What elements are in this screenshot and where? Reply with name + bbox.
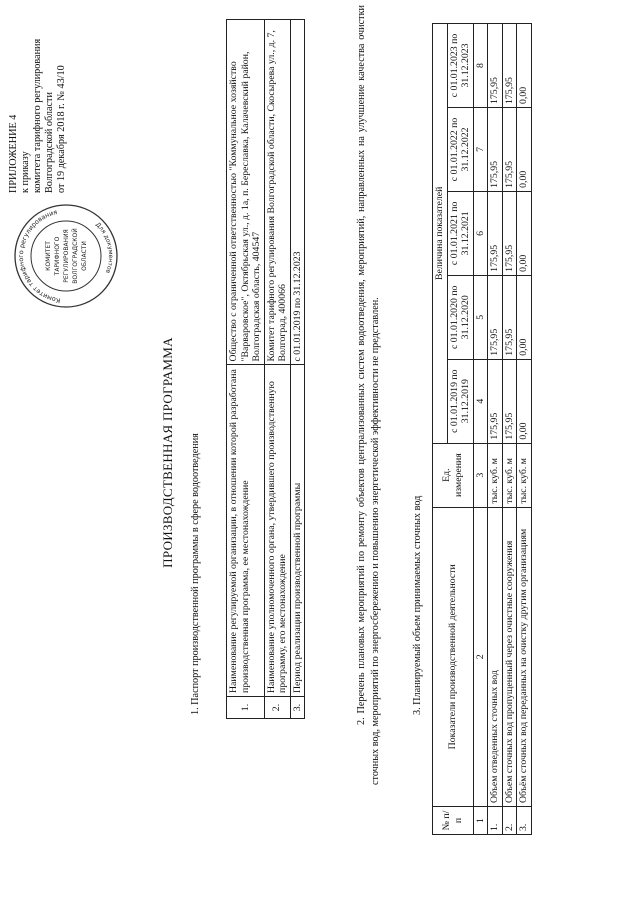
col-header-num: № п/п: [433, 807, 474, 835]
col-header-period: с 01.01.2023 по 31.12.2023: [447, 24, 473, 108]
col-header-period: с 01.01.2021 по 31.12.2021: [447, 191, 473, 275]
row-value: 175,95: [502, 191, 517, 275]
col-index: 3: [473, 443, 488, 507]
row-number: 3.: [517, 807, 532, 835]
stamp-ring-bottom-text: Для документов: [94, 221, 115, 275]
row-unit: тыс. куб. м: [488, 443, 503, 507]
svg-text:Для документов: [94, 221, 114, 274]
stamp-line: ТАРИФНОГО: [54, 236, 61, 276]
col-header-period: с 01.01.2019 по 31.12.2019: [447, 359, 473, 443]
row-value: 0,00: [517, 275, 532, 359]
col-index: 2: [473, 507, 488, 806]
table-row: [488, 24, 503, 835]
row-value: 175,95: [502, 275, 517, 359]
row-value: 175,95: [488, 108, 503, 192]
section2-text: 2. Перечень плановых мероприятий по ремонту объектов централизованных систем водоотведения, мероприятий, направленных на улучшение качества очистки сточных вод, мероприятий по энергосбережению и повышению энергетической эффективности не представлен.: [356, 5, 381, 785]
stamp-line: РЕГУЛИРОВАНИЯ: [63, 229, 70, 283]
appendix-line: от 19 декабря 2018 г. № 43/10: [56, 65, 67, 193]
row-value: 175,95: [488, 191, 503, 275]
official-stamp: [12, 202, 120, 310]
row-value: Комитет тарифного регулирования Волгоградской области, Скосырева ул., д. 7, Волгоград, 400066: [264, 20, 290, 366]
table-row: [502, 24, 517, 835]
row-number: 1.: [227, 697, 265, 719]
col-index: 8: [473, 24, 488, 108]
row-label: Наименование уполномоченного органа, утвердившего производственную программу, его местонахождение: [264, 365, 290, 697]
row-value: 0,00: [517, 108, 532, 192]
appendix-line: к приказу: [20, 151, 31, 193]
volume-table: [432, 23, 532, 835]
stamp-line: ОБЛАСТИ: [81, 241, 88, 271]
section1-heading: 1. Паспорт производственной программы в сфере водоотведения: [190, 433, 201, 715]
row-value: 0,00: [517, 24, 532, 108]
row-indicator: Объем сточных вод пропущенный через очистные сооружения: [502, 507, 517, 806]
row-value: 175,95: [488, 24, 503, 108]
page-title: ПРОИЗВОДСТВЕННАЯ ПРОГРАММА: [160, 337, 175, 568]
stamp-line: ВОЛГОГРАДСКОЙ: [72, 228, 79, 284]
appendix-block: [8, 3, 68, 193]
row-value: 175,95: [502, 24, 517, 108]
table-row: [290, 20, 305, 719]
col-header-indicator: Показатели производственной деятельности: [433, 507, 474, 806]
row-value: 175,95: [488, 359, 503, 443]
passport-table: [226, 19, 305, 719]
section3-heading: 3. Планируемый объем принимаемых сточных вод: [412, 495, 423, 715]
row-indicator: Объём сточных вод переданных на очистку другим организациям: [517, 507, 532, 806]
row-value: 0,00: [517, 359, 532, 443]
col-index: 5: [473, 275, 488, 359]
table-row: [264, 20, 290, 719]
row-value: с 01.01.2019 по 31.12.2023: [290, 20, 305, 366]
row-value: 175,95: [502, 108, 517, 192]
row-number: 2.: [502, 807, 517, 835]
table-row: [517, 24, 532, 835]
row-value: 0,00: [517, 191, 532, 275]
row-indicator: Объем отведенных сточных вод: [488, 507, 503, 806]
row-value: 175,95: [502, 359, 517, 443]
col-index: 4: [473, 359, 488, 443]
col-index: 6: [473, 191, 488, 275]
row-value: Общество с ограниченной ответственностью "Коммунальное хозяйство "Варваровское", Октябрьская ул., д. 1а, п. Береславка, Калачевский район, Волгоградская область, 404547: [227, 20, 265, 366]
appendix-line: Волгоградской области: [44, 92, 55, 193]
row-unit: тыс. куб. м: [502, 443, 517, 507]
col-header-unit: Ед. измерения: [433, 443, 474, 507]
appendix-line: ПРИЛОЖЕНИЕ 4: [8, 114, 19, 193]
col-header-values-group: Величина показателей: [433, 24, 448, 444]
row-label: Период реализации производственной программы: [290, 365, 305, 697]
table-index-row: [473, 24, 488, 835]
appendix-line: комитета тарифного регулирования: [32, 38, 43, 193]
table-row: [227, 20, 265, 719]
row-unit: тыс. куб. м: [517, 443, 532, 507]
stamp-seal-icon: [12, 202, 120, 310]
stamp-ring-text: Комитет тарифного регулирования: [16, 207, 61, 305]
row-value: 175,95: [488, 275, 503, 359]
col-index: 7: [473, 108, 488, 192]
col-header-period: с 01.01.2022 по 31.12.2022: [447, 108, 473, 192]
table-header-row: [433, 24, 448, 835]
row-number: 2.: [264, 697, 290, 719]
row-label: Наименование регулируемой организации, в отношении которой разработана производственная программа, ее местонахождение: [227, 365, 265, 697]
stamp-line: КОМИТЕТ: [45, 241, 52, 271]
row-number: 1.: [488, 807, 503, 835]
col-header-period: с 01.01.2020 по 31.12.2020: [447, 275, 473, 359]
row-number: 3.: [290, 697, 305, 719]
col-index: 1: [473, 807, 488, 835]
